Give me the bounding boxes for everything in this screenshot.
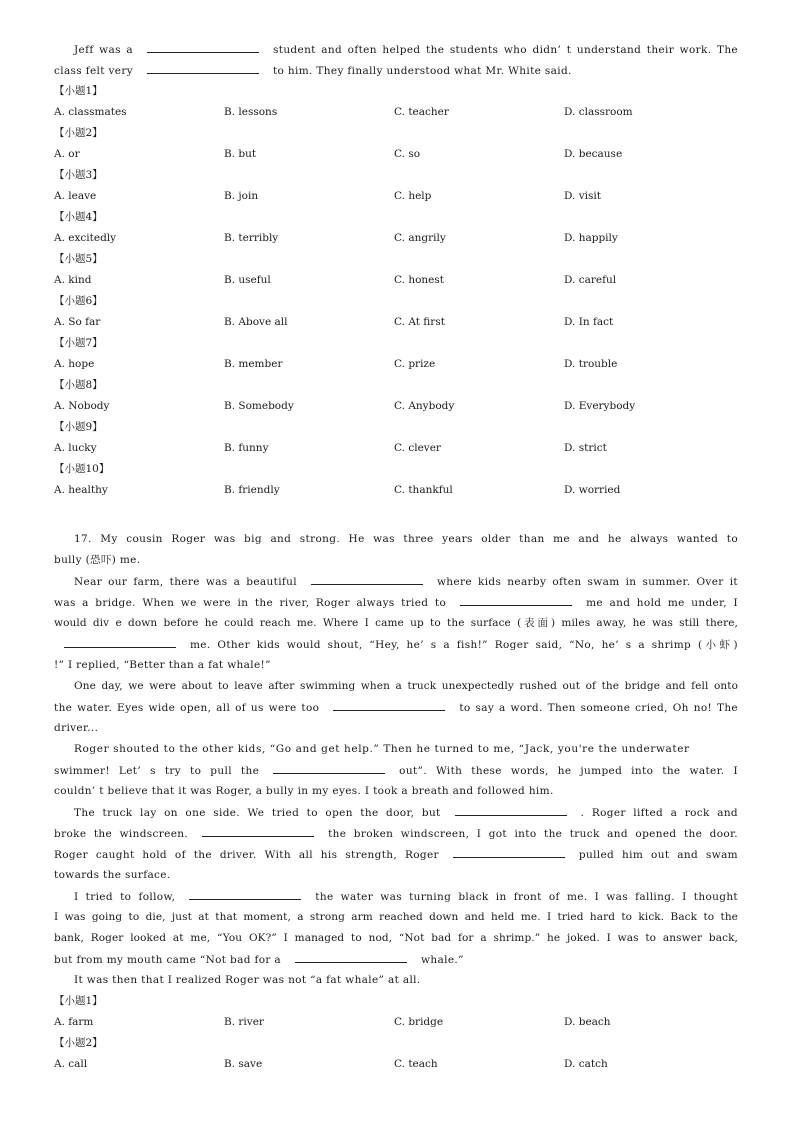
- option-a: A. Nobody: [54, 400, 110, 412]
- option-c: C. prize: [394, 358, 436, 370]
- text: me and hold me under, I: [586, 597, 738, 609]
- text: Jeff was a: [74, 44, 134, 56]
- option-d: D. careful: [564, 274, 617, 286]
- passage-line: !” I replied, “Better than a fat whale!”: [54, 659, 271, 671]
- text: to say a word. Then someone cried, Oh no! The: [459, 702, 738, 714]
- option-d: D. worried: [564, 484, 621, 496]
- option-d: D. visit: [564, 190, 601, 202]
- option-c: C. clever: [394, 442, 441, 454]
- answer-blank: [333, 700, 445, 711]
- question-label: 【小题5】: [54, 253, 103, 265]
- answer-blank: [460, 595, 572, 606]
- option-b: B. lessons: [224, 106, 278, 118]
- passage-line: driver...: [54, 722, 99, 734]
- passage-line: bully (恐吓) me.: [54, 554, 141, 566]
- question-label: 【小题3】: [54, 169, 103, 181]
- option-a: A. lucky: [54, 442, 97, 454]
- option-c: C. teacher: [394, 106, 449, 118]
- answer-blank: [453, 847, 565, 858]
- text: Near our farm, there was a beautiful: [74, 576, 297, 588]
- option-b: B. friendly: [224, 484, 280, 496]
- text: was a bridge. When we were in the river, Roger always tried to: [54, 597, 447, 609]
- passage-line: [54, 805, 738, 820]
- passage-line: [54, 595, 738, 610]
- text: Roger caught hold of the driver. With all his strength, Roger: [54, 849, 439, 861]
- option-b: B. but: [224, 148, 257, 160]
- passage-line: bank, Roger looked at me, “You OK?” I managed to nod, “Not bad for a shrimp.” he joked. I was to answer back,: [54, 932, 738, 944]
- passage-line: It was then that I realized Roger was not “a fat whale” at all.: [74, 974, 421, 986]
- question-label: 【小题2】: [54, 1037, 103, 1049]
- option-c: C. thankful: [394, 484, 453, 496]
- passage-line: I was going to die, just at that moment, a strong arm reached down and held me. I tried hard to kick. Back to the: [54, 911, 738, 923]
- text: swimmer! Let’ s try to pull the: [54, 765, 260, 777]
- passage-line: would div e down before he could reach me. Where I came up to the surface (表面) miles away, he was still there,: [54, 617, 738, 629]
- answer-blank: [202, 826, 314, 837]
- option-d: D. Everybody: [564, 400, 636, 412]
- option-d: D. In fact: [564, 316, 614, 328]
- passage-line: couldn’ t believe that it was Roger, a bully in my eyes. I took a breath and followed him.: [54, 785, 554, 797]
- text: me. Other kids would shout, “Hey, he’ s a fish!” Roger said, “No, he’ s a shrimp (小虾): [190, 639, 738, 651]
- passage-line: [54, 952, 738, 967]
- option-c: C. teach: [394, 1058, 438, 1070]
- question-label: 【小题1】: [54, 85, 103, 97]
- question-label: 【小题9】: [54, 421, 103, 433]
- option-c: C. honest: [394, 274, 445, 286]
- option-d: D. because: [564, 148, 623, 160]
- text: the water. Eyes wide open, all of us were too: [54, 702, 320, 714]
- option-d: D. classroom: [564, 106, 633, 118]
- text: class felt very: [54, 65, 133, 77]
- option-a: A. farm: [54, 1016, 94, 1028]
- answer-blank: [147, 63, 259, 74]
- text: to him. They finally understood what Mr. White said.: [272, 65, 572, 77]
- option-b: B. useful: [224, 274, 271, 286]
- text: . Roger lifted a rock and: [580, 807, 739, 819]
- text: pulled him out and swam: [578, 849, 738, 861]
- option-d: D. trouble: [564, 358, 618, 370]
- passage-line: [54, 637, 738, 652]
- answer-blank: [311, 574, 423, 585]
- option-a: A. classmates: [54, 106, 127, 118]
- option-a: A. or: [54, 148, 80, 160]
- passage-line: towards the surface.: [54, 869, 171, 881]
- question-label: 【小题6】: [54, 295, 103, 307]
- answer-blank: [455, 805, 567, 816]
- text: out”. With these words, he jumped into the water. I: [399, 765, 739, 777]
- text: broke the windscreen.: [54, 828, 189, 840]
- option-a: A. leave: [54, 190, 97, 202]
- option-b: B. save: [224, 1058, 263, 1070]
- answer-blank: [273, 763, 385, 774]
- passage-line: [54, 63, 738, 78]
- text: where kids nearby often swam in summer. Over it: [436, 576, 738, 588]
- passage-line: [54, 763, 738, 778]
- option-a: A. healthy: [54, 484, 108, 496]
- text: The truck lay on one side. We tried to open the door, but: [74, 807, 441, 819]
- question-label: 【小题8】: [54, 379, 103, 391]
- question-label: 【小题4】: [54, 211, 103, 223]
- option-c: C. Anybody: [394, 400, 455, 412]
- option-b: B. funny: [224, 442, 269, 454]
- option-d: D. strict: [564, 442, 607, 454]
- option-c: C. so: [394, 148, 421, 160]
- text: I tried to follow,: [74, 891, 176, 903]
- answer-blank: [295, 952, 407, 963]
- option-a: A. So far: [54, 316, 101, 328]
- question-label: 【小题2】: [54, 127, 103, 139]
- option-b: B. member: [224, 358, 283, 370]
- option-c: C. angrily: [394, 232, 446, 244]
- answer-blank: [64, 637, 176, 648]
- answer-blank: [147, 42, 259, 53]
- option-b: B. Above all: [224, 316, 288, 328]
- option-b: B. terribly: [224, 232, 279, 244]
- option-d: D. catch: [564, 1058, 608, 1070]
- option-b: B. river: [224, 1016, 264, 1028]
- option-a: A. excitedly: [54, 232, 117, 244]
- option-a: A. hope: [54, 358, 95, 370]
- passage-line: [54, 826, 738, 841]
- option-d: D. beach: [564, 1016, 611, 1028]
- question-label: 【小题10】: [54, 463, 110, 475]
- option-c: C. At first: [394, 316, 445, 328]
- passage-line: [54, 42, 738, 57]
- text: the water was turning black in front of me. I was falling. I thought: [315, 891, 739, 903]
- passage-line: [54, 700, 738, 715]
- option-b: B. Somebody: [224, 400, 294, 412]
- passage-line: 17. My cousin Roger was big and strong. He was three years older than me and he always wanted to: [74, 533, 738, 545]
- passage-line: Roger shouted to the other kids, “Go and get help.” Then he turned to me, “Jack, you're the underwater: [74, 743, 690, 755]
- text: whale.”: [421, 954, 464, 966]
- option-a: A. kind: [54, 274, 92, 286]
- question-label: 【小题7】: [54, 337, 103, 349]
- option-d: D. happily: [564, 232, 618, 244]
- option-c: C. help: [394, 190, 432, 202]
- option-a: A. call: [54, 1058, 88, 1070]
- passage-line: [54, 889, 738, 904]
- passage-line: [54, 574, 738, 589]
- text: the broken windscreen, I got into the truck and opened the door.: [328, 828, 738, 840]
- text: student and often helped the students who didn’ t understand their work. The: [273, 44, 738, 56]
- option-b: B. join: [224, 190, 259, 202]
- option-c: C. bridge: [394, 1016, 444, 1028]
- text: but from my mouth came “Not bad for a: [54, 954, 282, 966]
- passage-line: One day, we were about to leave after swimming when a truck unexpectedly rushed out of the bridge and fell onto: [74, 680, 738, 692]
- question-label: 【小题1】: [54, 995, 103, 1007]
- answer-blank: [189, 889, 301, 900]
- passage-line: [54, 847, 738, 862]
